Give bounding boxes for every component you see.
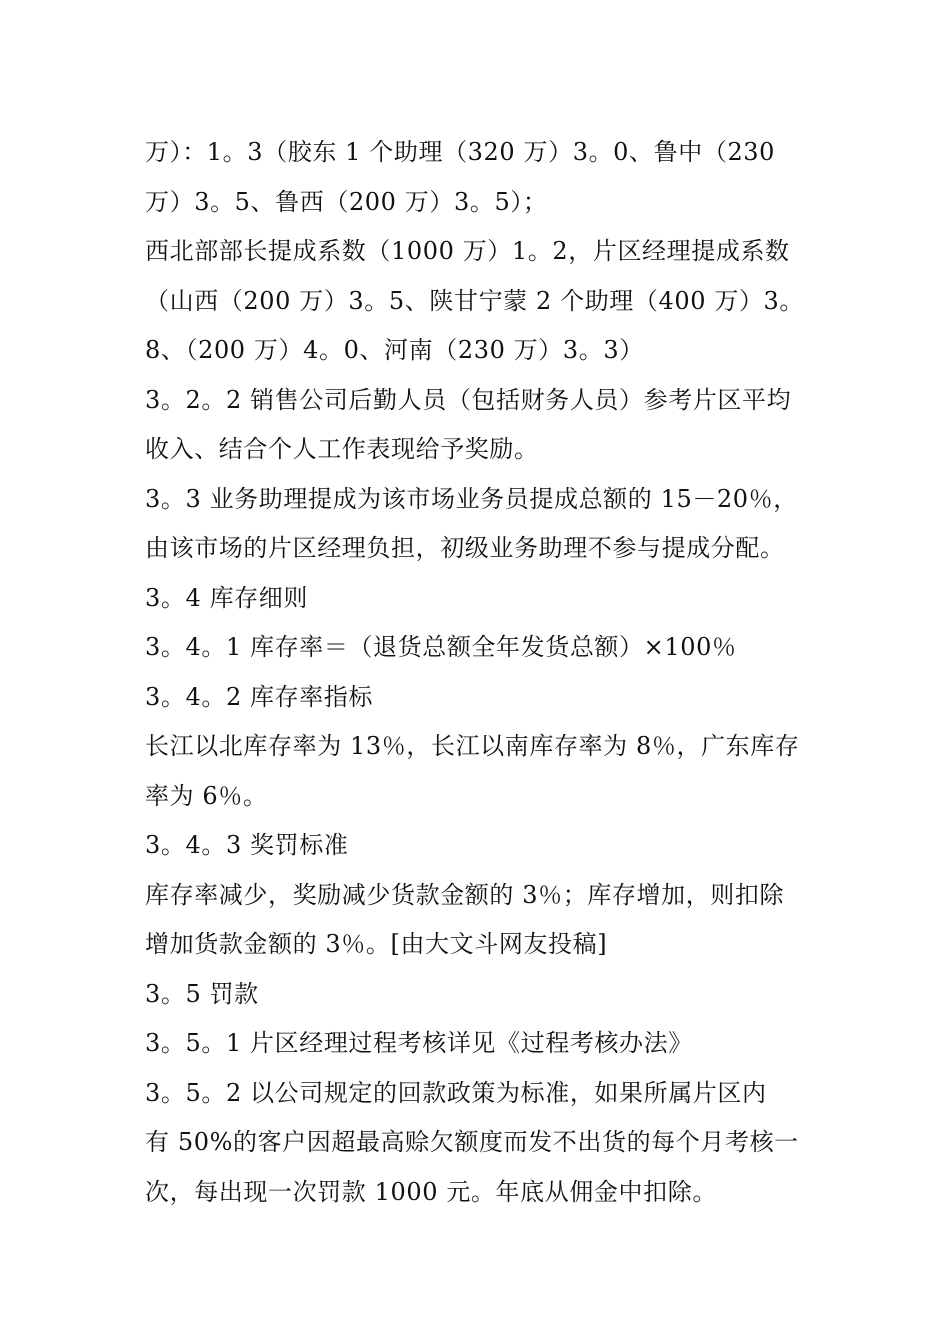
text-line: 收入、结合个人工作表现给予奖励。 <box>145 435 539 463</box>
text-line: 3。5。2 以公司规定的回款政策为标准，如果所属片区内 <box>145 1078 767 1107</box>
section-heading: 3。4。2 库存率指标 <box>145 682 374 711</box>
section-heading: 3。4。3 奖罚标准 <box>145 831 349 859</box>
text-line: 有 50%的客户因超最高赊欠额度而发不出货的每个月考核一 <box>145 1128 799 1156</box>
document-body <box>145 128 810 1217</box>
text-line: 由该市场的片区经理负担，初级业务助理不参与提成分配。 <box>145 534 785 562</box>
text-line: 3。3 业务助理提成为该市场业务员提成总额的 15－20％， <box>145 484 798 513</box>
text-line: 万）3。5、鲁西（200 万）3。5）； <box>145 187 548 216</box>
text-line: 3。4。1 库存率＝（退货总额全年发货总额）×100％ <box>145 633 737 661</box>
text-line: 次，每出现一次罚款 1000 元。年底从佣金中扣除。 <box>145 1177 717 1206</box>
text-line: 率为 6％。 <box>145 781 268 810</box>
text-line: 长江以北库存率为 13％，长江以南库存率为 8％，广东库存 <box>145 732 800 760</box>
section-heading: 3。5 罚款 <box>145 979 259 1008</box>
text-line: 3。2。2 销售公司后勤人员（包括财务人员）参考片区平均 <box>145 385 792 414</box>
text-line: 3。5。1 片区经理过程考核详见《过程考核办法》 <box>145 1029 693 1057</box>
text-line: 万）：1。3（胶东 1 个助理（320 万）3。0、鲁中（230 <box>145 138 776 166</box>
text-line: 8、（200 万）4。0、河南（230 万）3。3） <box>145 336 644 364</box>
text-line: 库存率减少，奖励减少货款金额的 3％；库存增加，则扣除 <box>145 880 785 909</box>
text-line: （山西（200 万）3。5、陕甘宁蒙 2 个助理（400 万）3。 <box>145 286 805 315</box>
text-line: 西北部部长提成系数（1000 万）1。2，片区经理提成系数 <box>145 237 790 265</box>
section-heading: 3。4 库存细则 <box>145 583 308 612</box>
text-line: 增加货款金额的 3％。[由大文斗网友投稿] <box>145 930 608 958</box>
